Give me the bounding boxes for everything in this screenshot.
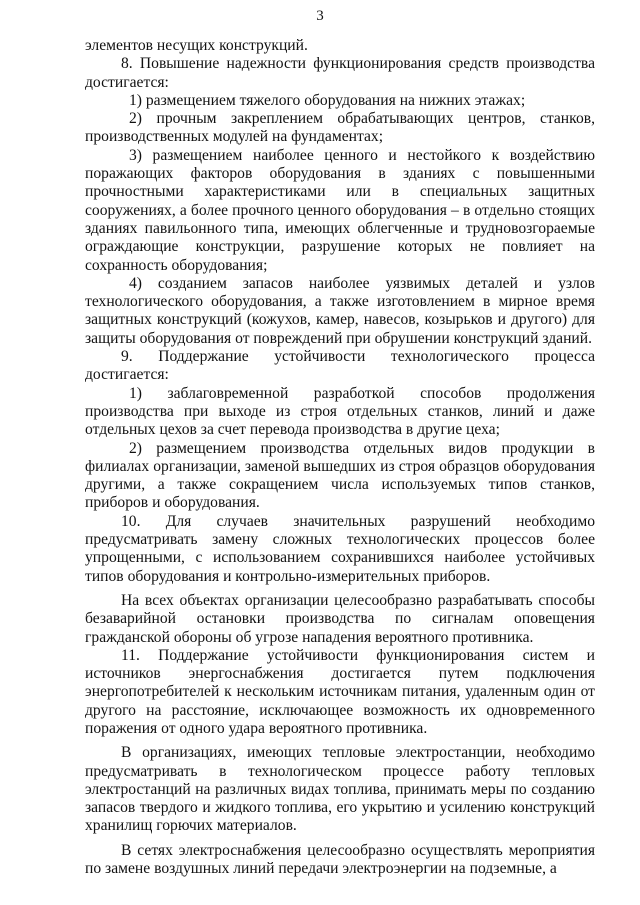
paragraph: 4) созданием запасов наиболее уязвимых деталей и узлов технологического оборудования, а также изготовлением в мирное время защитных конструкций (кожухов, камер, навесов, козырьков и другого) для защиты оборудования от повреждений при обрушении конструкций зданий. xyxy=(85,274,595,347)
paragraph: 11. Поддержание устойчивости функционирования систем и источников энергоснабжения достигается путем подключения энергопотребителей к нескольким источникам питания, удаленным один от другого на расстояние, исключающее возможность их одновременного поражения от одного удара вероятного противника. xyxy=(85,646,595,737)
document-body xyxy=(85,37,595,878)
paragraph: 2) прочным закреплением обрабатывающих центров, станков, производственных модулей на фундаментах; xyxy=(85,110,595,146)
paragraph: 9. Поддержание устойчивости технологического процесса достигается: xyxy=(85,348,595,384)
paragraph: 1) размещением тяжелого оборудования на нижних этажах; xyxy=(129,91,526,109)
page-number: 3 xyxy=(316,8,324,24)
paragraph: В сетях электроснабжения целесообразно осуществлять мероприятия по замене воздушных линий передачи электроэнергии на подземные, а xyxy=(85,841,595,878)
paragraph: В организациях, имеющих тепловые электростанции, необходимо предусматривать в технологическом процессе работу тепловых электростанций на различных видах топлива, принимать меры по созданию запасов твердого и жидкого топлива, его укрытию и усилению конструкций хранилищ горючих материалов. xyxy=(85,744,595,835)
paragraph: 2) размещением производства отдельных видов продукции в филиалах организации, заменой вышедших из строя образцов оборудования другими, а также сокращением числа используемых типов станков, приборов и оборудования. xyxy=(85,439,595,512)
paragraph: 3) размещением наиболее ценного и нестойкого к воздействию поражающих факторов оборудования в зданиях с повышенными прочностными характеристиками или в специальных защитных сооружениях, а более прочного ценного оборудования – в отдельно стоящих зданиях павильонного типа, имеющих облегченные и трудновозгораемые ограждающие конструкции, разрушение которых не повлияет на сохранность оборудования; xyxy=(85,146,595,274)
paragraph: 8. Повышение надежности функционирования средств производства достигается: xyxy=(85,55,595,91)
paragraph: 10. Для случаев значительных разрушений необходимо предусматривать замену сложных технологических процессов более упрощенными, с использованием сохранившихся наиболее устойчивых типов оборудования и контрольно-измерительных приборов. xyxy=(85,512,595,585)
paragraph: На всех объектах организации целесообразно разрабатывать способы безаварийной остановки производства по сигналам оповещения гражданской обороны об угрозе нападения вероятного противника. xyxy=(85,591,595,646)
paragraph: элементов несущих конструкций. xyxy=(85,37,308,54)
paragraph: 1) заблаговременной разработкой способов продолжения производства при выходе из строя отдельных станков, линий и даже отдельных цехов за счет перевода производства в другие цеха; xyxy=(85,384,595,439)
